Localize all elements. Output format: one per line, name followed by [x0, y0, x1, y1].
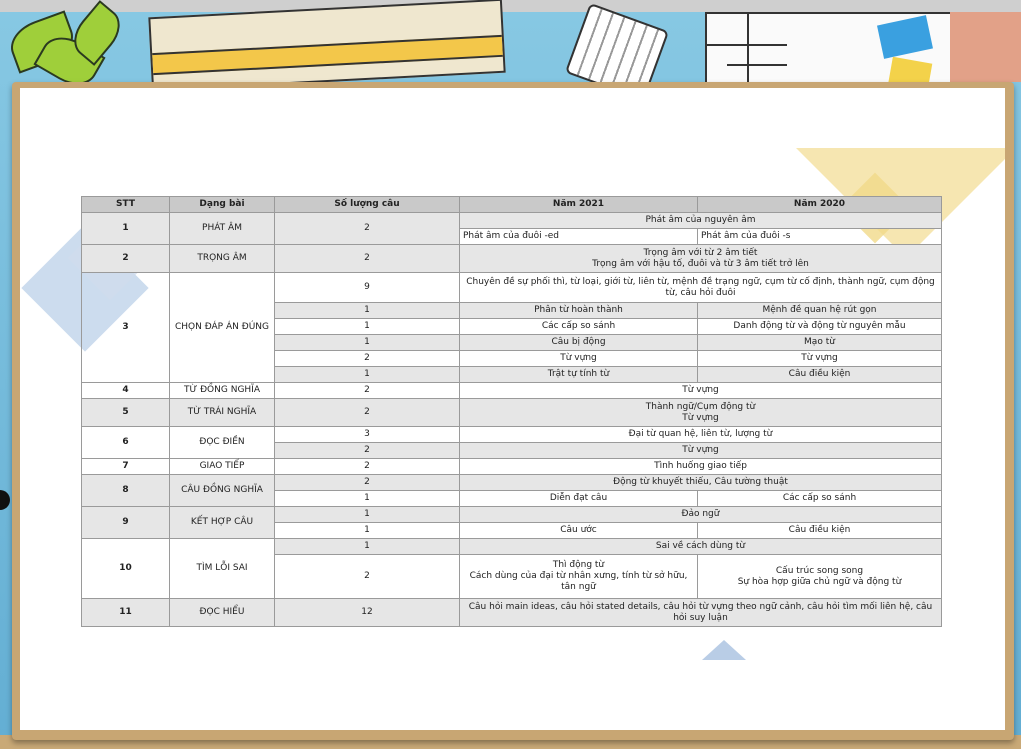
topic-cell: Phát âm của nguyên âm [460, 213, 942, 229]
table-header-row [82, 197, 942, 213]
row-number: 5 [82, 399, 170, 427]
question-count: 2 [275, 245, 460, 273]
topic-2021: Phát âm của đuôi -ed [460, 229, 698, 245]
topic-cell: Từ vựng [460, 443, 942, 459]
topic-2021: Các cấp so sánh [460, 319, 698, 335]
topic-2020: Mệnh đề quan hệ rút gọn [698, 303, 942, 319]
question-type: TRỌNG ÂM [170, 245, 275, 273]
row-number: 9 [82, 507, 170, 539]
question-count: 3 [275, 427, 460, 443]
question-type: TỪ ĐỒNG NGHĨA [170, 383, 275, 399]
table-row [82, 273, 942, 303]
header-2021: Năm 2021 [460, 197, 698, 213]
row-number: 3 [82, 273, 170, 383]
table-row [82, 599, 942, 627]
topic-cell: Từ vựng [460, 383, 942, 399]
topic-2021: Từ vựng [460, 351, 698, 367]
topic-line: Từ vựng [682, 412, 719, 423]
topic-2020: Các cấp so sánh [698, 491, 942, 507]
question-count: 12 [275, 599, 460, 627]
question-count: 2 [275, 443, 460, 459]
topic-cell: Sai về cách dùng từ [460, 539, 942, 555]
topic-line: Sự hòa hợp giữa chủ ngữ và động từ [737, 576, 902, 587]
topic-line: Trọng âm với từ 2 âm tiết [643, 247, 758, 258]
row-number: 6 [82, 427, 170, 459]
row-number: 10 [82, 539, 170, 599]
blue-triangle-decoration [702, 640, 746, 660]
question-count: 2 [275, 213, 460, 245]
table-row [82, 539, 942, 555]
topic-cell: Đảo ngữ [460, 507, 942, 523]
topic-2020 [698, 555, 942, 599]
row-number: 7 [82, 459, 170, 475]
table-row [82, 245, 942, 273]
topic-cell: Chuyên đề sự phối thì, từ loại, giới từ, liên từ, mệnh đề trạng ngữ, cụm từ cố định, thành ngữ, cụm động từ, câu hỏi đuôi [460, 273, 942, 303]
row-number: 8 [82, 475, 170, 507]
exam-structure-table [81, 196, 942, 627]
question-type: CÂU ĐỒNG NGHĨA [170, 475, 275, 507]
header-stt: STT [82, 197, 170, 213]
topic-2021: Câu bị động [460, 335, 698, 351]
question-count: 1 [275, 523, 460, 539]
topic-cell: Động từ khuyết thiếu, Câu tường thuật [460, 475, 942, 491]
topic-2020: Phát âm của đuôi -s [698, 229, 942, 245]
question-count: 1 [275, 367, 460, 383]
question-count: 2 [275, 459, 460, 475]
topic-2020: Mạo từ [698, 335, 942, 351]
topic-2021: Câu ước [460, 523, 698, 539]
question-type: GIAO TIẾP [170, 459, 275, 475]
topic-line: Cấu trúc song song [775, 565, 864, 576]
table-row [82, 383, 942, 399]
question-type: KẾT HỢP CÂU [170, 507, 275, 539]
question-count: 2 [275, 555, 460, 599]
row-number: 11 [82, 599, 170, 627]
row-number: 2 [82, 245, 170, 273]
table-row [82, 507, 942, 523]
topic-2020: Câu điều kiện [698, 523, 942, 539]
question-type: TỪ TRÁI NGHĨA [170, 399, 275, 427]
topic-cell [460, 245, 942, 273]
topic-2020: Từ vựng [698, 351, 942, 367]
table-row [82, 213, 942, 229]
topic-2020: Câu điều kiện [698, 367, 942, 383]
question-count: 2 [275, 383, 460, 399]
question-type: PHÁT ÂM [170, 213, 275, 245]
topic-2021: Phân từ hoàn thành [460, 303, 698, 319]
question-count: 2 [275, 351, 460, 367]
header-count: Số lượng câu [275, 197, 460, 213]
question-count: 1 [275, 319, 460, 335]
question-count: 1 [275, 539, 460, 555]
question-count: 1 [275, 303, 460, 319]
topic-2021 [460, 555, 698, 599]
topic-line: Thì động từ [552, 560, 605, 570]
question-count: 1 [275, 335, 460, 351]
table-row [82, 427, 942, 443]
corner-decoration [950, 12, 1021, 82]
header-2020: Năm 2020 [698, 197, 942, 213]
topic-cell [460, 399, 942, 427]
topic-2021: Trật tự tính từ [460, 367, 698, 383]
question-type: CHỌN ĐÁP ÁN ĐÚNG [170, 273, 275, 383]
topic-line: Cách dùng của đại từ nhân xưng, tính từ sở hữu, tân ngữ [469, 571, 688, 592]
topic-2021: Diễn đạt câu [460, 491, 698, 507]
question-count: 9 [275, 273, 460, 303]
question-count: 2 [275, 399, 460, 427]
question-type: ĐỌC HIỂU [170, 599, 275, 627]
row-number: 1 [82, 213, 170, 245]
row-number: 4 [82, 383, 170, 399]
question-count: 1 [275, 507, 460, 523]
topic-2020: Danh động từ và động từ nguyên mẫu [698, 319, 942, 335]
question-count: 1 [275, 491, 460, 507]
question-count: 2 [275, 475, 460, 491]
question-type: ĐỌC ĐIỀN [170, 427, 275, 459]
topic-line: Thành ngữ/Cụm động từ [645, 401, 756, 412]
topic-cell: Câu hỏi main ideas, câu hỏi stated details, câu hỏi từ vựng theo ngữ cảnh, câu hỏi tìm mối liên hệ, câu hỏi suy luận [460, 599, 942, 627]
table-row [82, 399, 942, 427]
top-bar [0, 0, 1021, 12]
table-row [82, 459, 942, 475]
header-type: Dạng bài [170, 197, 275, 213]
topic-line: Trọng âm với hậu tố, đuôi và từ 3 âm tiết trở lên [592, 258, 809, 269]
table-row [82, 475, 942, 491]
topic-cell: Đại từ quan hệ, liên từ, lượng từ [460, 427, 942, 443]
question-type: TÌM LỖI SAI [170, 539, 275, 599]
topic-cell: Tình huống giao tiếp [460, 459, 942, 475]
